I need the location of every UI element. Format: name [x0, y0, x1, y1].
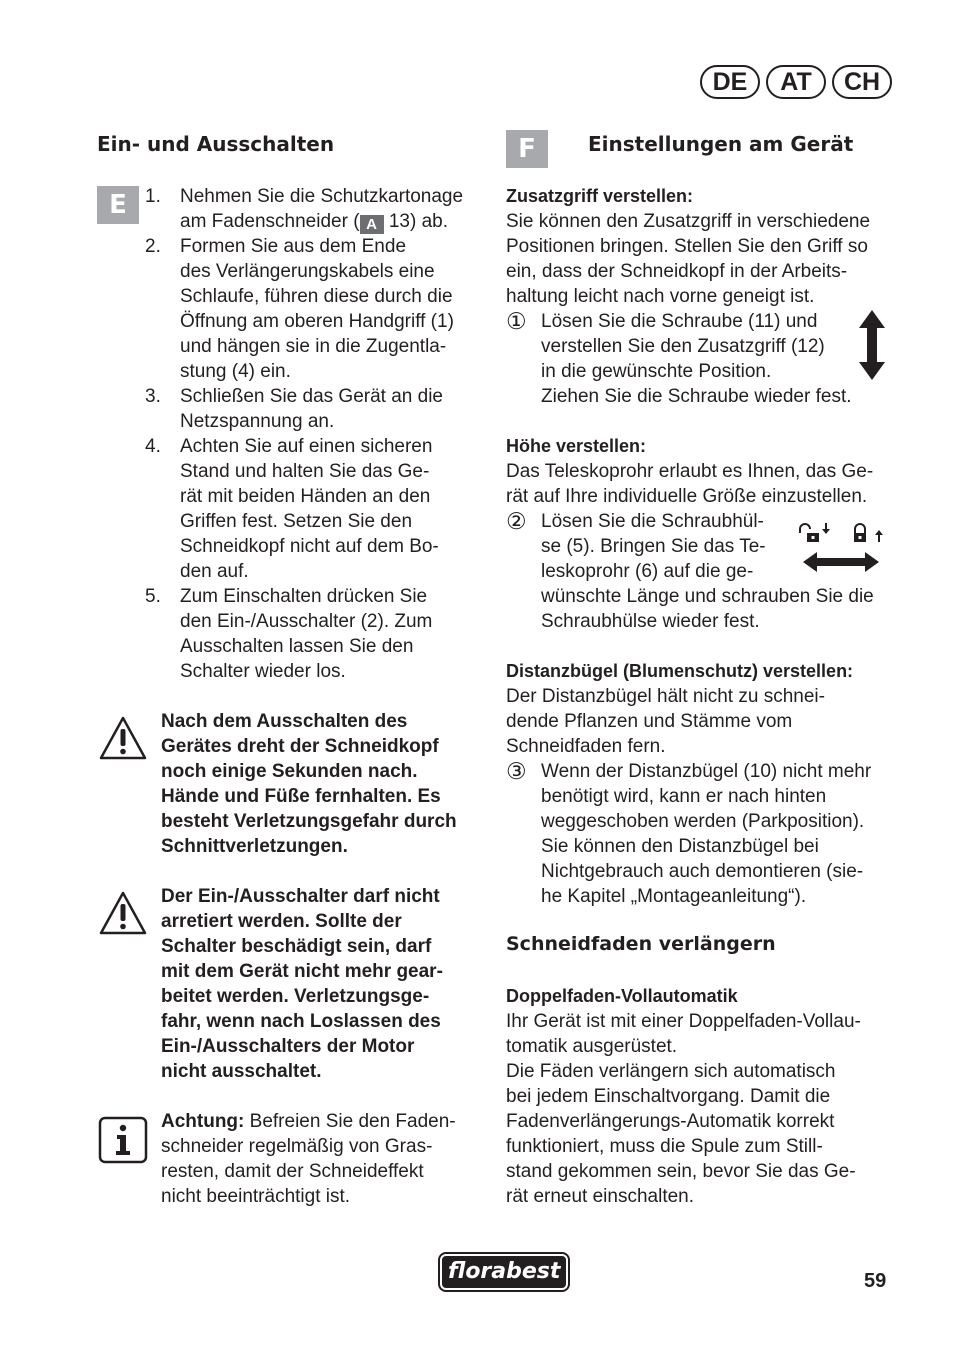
- vertical-double-arrow-icon: [858, 310, 886, 380]
- list-item: 5. Zum Einschalten drücken Sie den Ein-/Ausschalter (2). Zum Ausschalten lassen Sie den Schalter wieder los.: [145, 586, 433, 682]
- list-item: 4. Achten Sie auf einen sicheren Stand und halten Sie das Ge- rät mit beiden Händen an den Griffen fest. Setzen Sie den Schneidkopf nicht auf dem Bo- den auf.: [145, 436, 439, 582]
- info-note-text: Achtung: Befreien Sie den Faden- schneider regelmäßig von Gras- resten, damit der Schneideffekt nicht beeinträchtigt ist.: [161, 1111, 456, 1207]
- steps-list: [145, 184, 480, 684]
- lang-ch: CH: [832, 65, 892, 99]
- settings-section: Zusatzgriff verstellen: Sie können den Zusatzgriff in verschiedene Positionen bringen. Stellen Sie den Griff so ein, dass der Schneidkopf in der Arbeits- haltung leicht nach vorne geneigt ist. ① Lösen Sie die Schraube (11) und verstellen Sie den Zusatzgriff (12) in die gewünschte Position. Ziehen Sie die Schraube wieder fest. Höhe verstellen: Das Teleskoprohr erlaubt es Ihnen, das Ge- rät auf Ihre individuelle Größe einzustellen. ② Lösen Sie die Schraubhül- se (5). Bringen Sie das Te- leskoprohr (6) auf die ge- wünschte Länge und schrauben Sie die Schraubhülse wieder fest. Distanzbügel (Blumenschutz) verstellen: Der Distanzbügel hält nicht zu schnei- dende Pflanzen und Stämme vom Schneidfaden fern. ③ Wenn der Distanzbügel (10) nicht mehr benötigt wird, kann er nach hinten weggeschoben werden (Parkposition). Sie können den Distanzbügel bei Nichtgebrauch auch demontieren (sie- he Kapitel „Montageanleitung“).: [506, 184, 896, 909]
- subheading-height: Höhe verstellen:: [506, 436, 647, 456]
- step-number: ③: [506, 758, 527, 784]
- section-tag-e: E: [97, 186, 139, 224]
- lang-de: DE: [700, 65, 760, 99]
- adjust-step-3: ③ Wenn der Distanzbügel (10) nicht mehr benötigt wird, kann er nach hinten weggeschoben werden (Parkposition). Sie können den Distanzbügel bei Nichtgebrauch auch demontieren (sie- he Kapitel „Montageanleitung“).: [506, 758, 872, 907]
- list-item: 2. Formen Sie aus dem Ende des Verlängerungskabels eine Schlaufe, führen diese durch die Öffnung am oberen Handgriff (1) und hängen sie in die Zugentla- stung (4) ein.: [145, 236, 454, 382]
- language-tags: [700, 65, 892, 99]
- page-number: 59: [864, 1270, 887, 1292]
- adjust-step-2: ② Lösen Sie die Schraubhül- se (5). Bringen Sie das Te- leskoprohr (6) auf die ge- wünschte Länge und schrauben Sie die Schraubhülse wieder fest.: [506, 508, 874, 632]
- subheading-auxiliary-handle: Zusatzgriff verstellen:: [506, 186, 694, 206]
- step-number: ②: [506, 508, 527, 534]
- subheading-double-line-auto: Doppelfaden-Vollautomatik: [506, 986, 738, 1006]
- brand-logo: [440, 1254, 568, 1290]
- section-heading-settings: Einstellungen am Gerät: [588, 132, 854, 156]
- step-number: ①: [506, 308, 527, 334]
- section-heading-line-extension: Schneidfaden verlängern: [506, 933, 776, 955]
- warning-text-1: Nach dem Ausschalten des Gerätes dreht der Schneidkopf noch einige Sekunden nach. Hände und Füße fernhalten. Es besteht Verletzungsgefahr durch Schnittverletzungen.: [161, 711, 457, 857]
- warning-text-2: Der Ein-/Ausschalter darf nicht arretiert werden. Sollte der Schalter beschädigt sein, darf mit dem Gerät nicht mehr gear- beitet werden. Verletzungsge- fahr, wenn nach Loslassen des Ein-/Ausschalters der Motor nicht ausschaltet.: [161, 886, 443, 1082]
- list-item: 1. Nehmen Sie die Schutzkartonage am Fadenschneider ( A 13) ab.: [145, 186, 464, 233]
- warning-icon: [98, 715, 148, 761]
- info-icon: [98, 1116, 148, 1164]
- line-extension-section: Doppelfaden-Vollautomatik Ihr Gerät ist mit einer Doppelfaden-Vollau- tomatik ausgerüstet. Die Fäden verlängern sich automatisch bei jedem Einschaltvorgang. Damit die Fadenverlängerungs-Automatik korrekt funktioniert, muss die Spule zum Still- stand gekommen sein, bevor Sie das Ge- rät erneut einschalten.: [506, 984, 896, 1209]
- figure-ref-tag: A: [360, 215, 384, 234]
- brand-logo-text: florabest: [440, 1254, 568, 1290]
- list-item: 3. Schließen Sie das Gerät an die Netzspannung an.: [145, 386, 443, 432]
- subheading-distance-bracket: Distanzbügel (Blumenschutz) verstellen:: [506, 661, 854, 681]
- section-tag-f: F: [506, 130, 548, 168]
- warning-icon: [98, 890, 148, 936]
- lang-at: AT: [766, 65, 826, 99]
- adjust-step-1: ① Lösen Sie die Schraube (11) und verstellen Sie den Zusatzgriff (12) in die gewünschte Position. Ziehen Sie die Schraube wieder fest.: [506, 308, 852, 407]
- lock-unlock-arrow-icon: [793, 522, 888, 574]
- section-heading-on-off: Ein- und Ausschalten: [97, 132, 335, 156]
